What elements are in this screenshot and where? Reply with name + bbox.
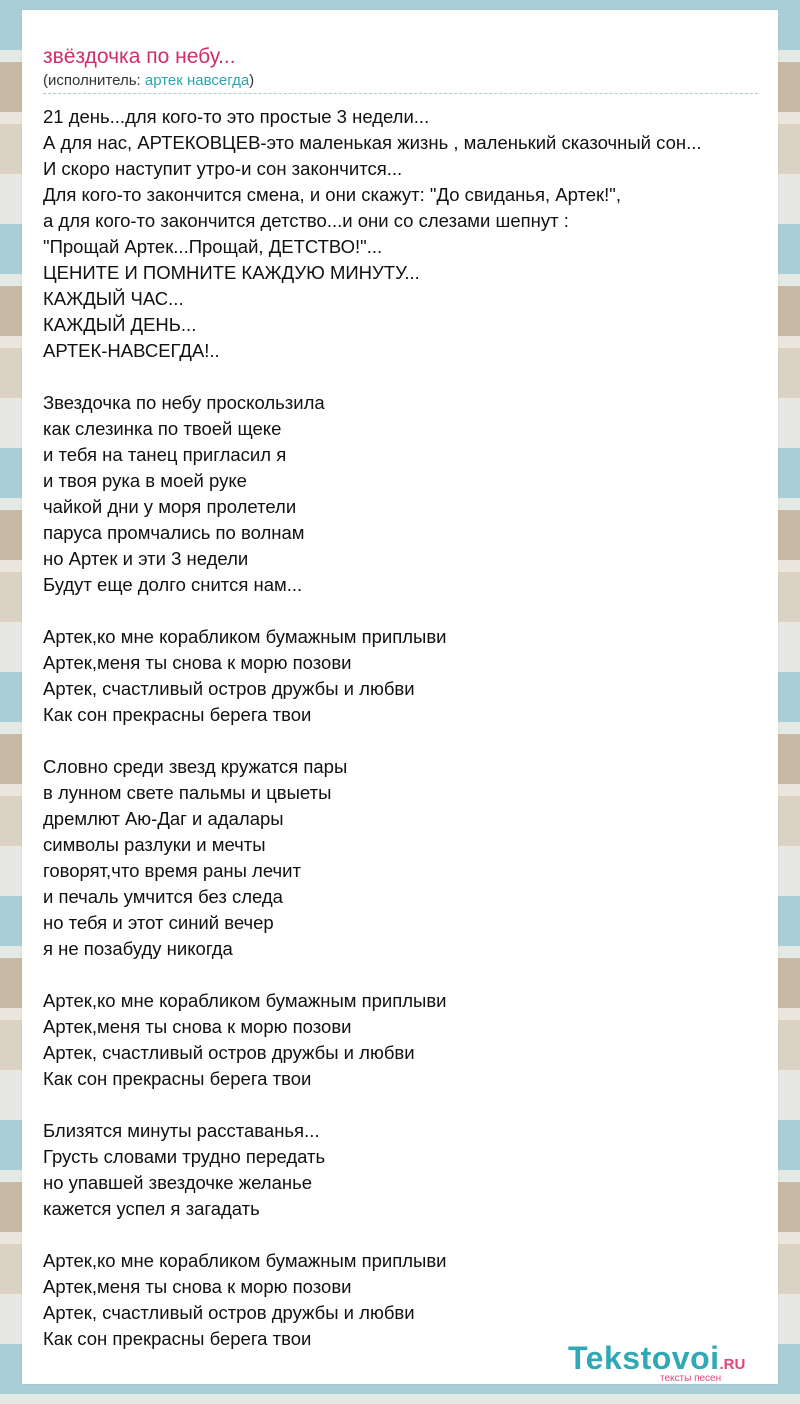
lyric-line: Артек,меня ты снова к морю позови: [43, 652, 352, 673]
artist-link[interactable]: артек навсегда: [144, 72, 250, 89]
lyric-line: Как сон прекрасны берега твои: [43, 704, 312, 725]
logo-main-text: Tekstovoi: [568, 1340, 720, 1376]
lyric-line: Будут еще долго снится нам...: [43, 574, 303, 595]
lyric-line: ЦЕНИТЕ И ПОМНИТЕ КАЖДУЮ МИНУТУ...: [43, 262, 420, 283]
lyric-line: Артек,ко мне корабликом бумажным приплыви: [43, 626, 447, 647]
lyric-line: 21 день...для кого-то это простые 3 недели...: [43, 106, 430, 127]
lyric-line: паруса промчались по волнам: [43, 522, 305, 543]
lyric-line: я не позабуду никогда: [43, 938, 233, 959]
lyric-line: Звездочка по небу проскользила: [43, 392, 325, 413]
lyric-line: Артек,ко мне корабликом бумажным приплыви: [43, 990, 447, 1011]
lyric-line: но тебя и этот синий вечер: [43, 912, 274, 933]
lyric-line: Артек,меня ты снова к морю позови: [43, 1276, 352, 1297]
lyric-line: но упавшей звездочке желанье: [43, 1172, 313, 1193]
logo-tld: .RU: [719, 1356, 746, 1373]
lyric-line: Артек, счастливый остров дружбы и любви: [43, 678, 415, 699]
site-logo[interactable]: [568, 1340, 773, 1384]
lyric-line: но Артек и эти 3 недели: [43, 548, 249, 569]
lyric-line: Как сон прекрасны берега твои: [43, 1068, 312, 1089]
lyrics-stanza: [43, 1248, 773, 1352]
lyric-line: КАЖДЫЙ ЧАС...: [43, 288, 184, 309]
artist-line: [43, 71, 254, 91]
lyric-line: дремлют Аю-Даг и адалары: [43, 808, 284, 829]
lyric-line: А для нас, АРТЕКОВЦЕВ-это маленькая жизнь , маленький сказочный сон...: [43, 132, 702, 153]
lyrics-stanza: [43, 754, 773, 962]
lyric-line: Артек, счастливый остров дружбы и любви: [43, 1042, 415, 1063]
lyric-line: символы разлуки и мечты: [43, 834, 266, 855]
song-title: звёздочка по небу...: [43, 45, 236, 68]
lyric-line: и твоя рука в моей руке: [43, 470, 247, 491]
lyric-line: И скоро наступит утро-и сон закончится...: [43, 158, 403, 179]
lyric-line: Близятся минуты расставанья...: [43, 1120, 320, 1141]
lyric-line: говорят,что время раны лечит: [43, 860, 301, 881]
lyric-line: АРТЕК-НАВСЕГДА!..: [43, 340, 220, 361]
logo-subtitle: тексты песен: [660, 1373, 722, 1384]
lyrics-card: [22, 10, 778, 1384]
lyric-line: и тебя на танец пригласил я: [43, 444, 287, 465]
lyrics-body: [43, 104, 773, 1378]
lyric-line: чайкой дни у моря пролетели: [43, 496, 297, 517]
lyric-line: в лунном свете пальмы и цвыеты: [43, 782, 332, 803]
lyrics-stanza: [43, 1118, 773, 1222]
lyrics-stanza: [43, 988, 773, 1092]
lyric-line: Артек,ко мне корабликом бумажным приплыви: [43, 1250, 447, 1271]
lyric-line: Грусть словами трудно передать: [43, 1146, 326, 1167]
lyric-line: "Прощай Артек...Прощай, ДЕТСТВО!"...: [43, 236, 383, 257]
lyric-line: как слезинка по твоей щеке: [43, 418, 282, 439]
lyrics-stanza: [43, 390, 773, 598]
lyric-line: КАЖДЫЙ ДЕНЬ...: [43, 314, 197, 335]
lyric-line: а для кого-то закончится детство...и они со слезами шепнут :: [43, 210, 569, 231]
lyric-line: кажется успел я загадать: [43, 1198, 260, 1219]
lyrics-stanza: [43, 104, 773, 364]
lyric-line: и печаль умчится без следа: [43, 886, 283, 907]
title-divider: [43, 93, 758, 94]
lyric-line: Словно среди звезд кружатся пары: [43, 756, 348, 777]
artist-suffix: ): [249, 72, 255, 89]
lyric-line: Артек, счастливый остров дружбы и любви: [43, 1302, 415, 1323]
lyric-line: Как сон прекрасны берега твои: [43, 1328, 312, 1349]
lyric-line: Артек,меня ты снова к морю позови: [43, 1016, 352, 1037]
artist-prefix: (исполнитель:: [43, 72, 145, 89]
lyrics-stanza: [43, 624, 773, 728]
lyric-line: Для кого-то закончится смена, и они скажут: "До свиданья, Артек!",: [43, 184, 621, 205]
